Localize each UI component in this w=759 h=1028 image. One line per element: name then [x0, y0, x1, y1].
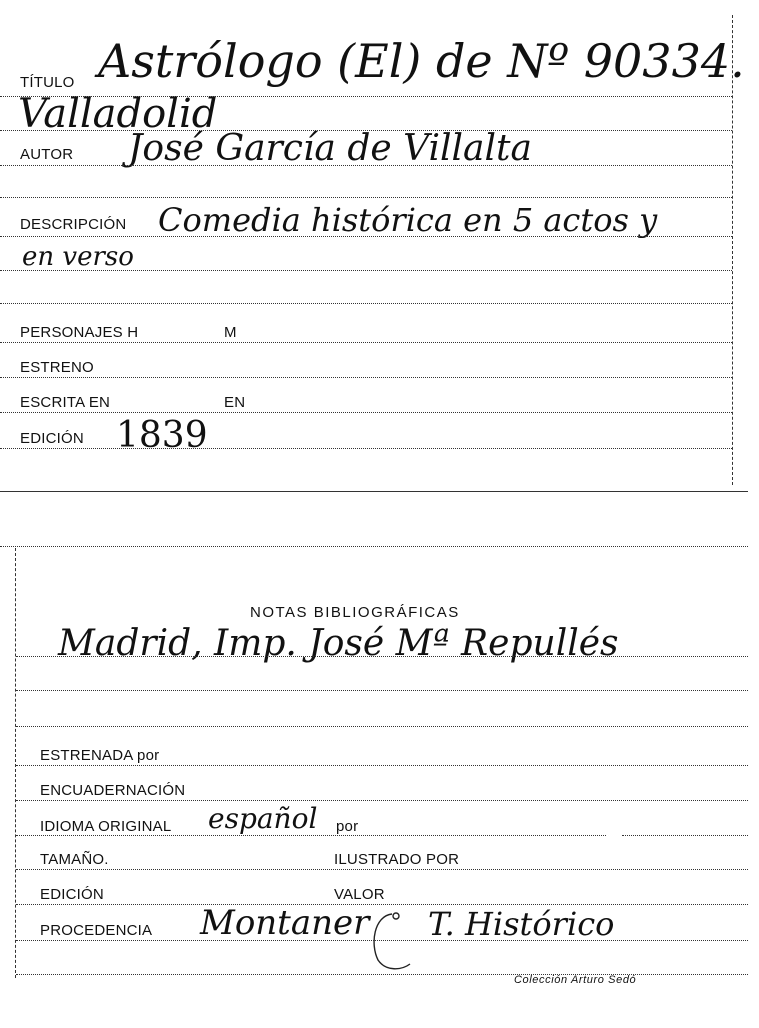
descripcion-label: DESCRIPCIÓN — [20, 216, 127, 233]
escrita-line — [0, 412, 732, 413]
descripcion-line — [0, 236, 732, 237]
edicion-label: EDICIÓN — [20, 430, 84, 447]
tamano-label: TAMAÑO. — [40, 851, 109, 868]
idioma-line — [16, 835, 606, 836]
encuadernacion-line — [16, 800, 748, 801]
procedencia-mark-icon — [362, 904, 422, 974]
blank-line-1 — [0, 197, 732, 198]
estreno-label: ESTRENO — [20, 359, 94, 376]
idioma-por-label: por — [336, 818, 359, 835]
encuadernacion-label: ENCUADERNACIÓN — [40, 782, 186, 799]
tamano-line — [16, 869, 748, 870]
bottom-line — [16, 974, 748, 975]
escrita-en-label: EN — [224, 394, 246, 411]
autor-line — [0, 165, 732, 166]
notas-line-2 — [16, 690, 748, 691]
idioma-label: IDIOMA ORIGINAL — [40, 818, 172, 835]
titulo-continuation: Valladolid — [18, 91, 218, 137]
procedencia-line — [16, 940, 748, 941]
coleccion-label: Colección Arturo Sedó — [514, 974, 637, 986]
personajes-label: PERSONAJES H — [20, 324, 139, 341]
edicion-value: 1839 — [116, 415, 208, 456]
notas-title: NOTAS BIBLIOGRÁFICAS — [250, 604, 460, 621]
notas-line-1 — [16, 656, 748, 657]
autor-label: AUTOR — [20, 146, 74, 163]
descripcion-value: Comedia histórica en 5 actos y — [158, 201, 658, 239]
personajes-line — [0, 342, 732, 343]
card-bottom-top-border — [0, 546, 748, 547]
procedencia-value-2: T. Histórico — [428, 905, 615, 943]
titulo-value: Astrólogo (El) de Nº 90334. — [98, 34, 745, 88]
blank-line-2 — [0, 303, 732, 304]
titulo-label: TÍTULO — [20, 74, 75, 91]
descripcion-continuation: en verso — [22, 242, 134, 272]
ilustrado-label: ILUSTRADO POR — [334, 851, 460, 868]
estrenada-line — [16, 765, 748, 766]
edicion2-label: EDICIÓN — [40, 886, 104, 903]
card-bottom-left-border — [15, 548, 16, 978]
descripcion-line-2 — [0, 270, 732, 271]
escrita-label: ESCRITA EN — [20, 394, 111, 411]
idioma-value: español — [208, 802, 318, 835]
notas-value: Madrid, Imp. José Mª Repullés — [58, 623, 619, 664]
procedencia-value: Montaner — [200, 903, 370, 943]
edicion-line — [0, 448, 732, 449]
idioma-line-b — [622, 835, 748, 836]
card-separator — [0, 491, 748, 492]
estrenada-label: ESTRENADA por — [40, 747, 160, 764]
personajes-m-label: M — [224, 324, 237, 341]
estreno-line — [0, 377, 732, 378]
autor-value: José García de Villalta — [128, 128, 532, 169]
valor-label: VALOR — [334, 886, 385, 903]
notas-line-3 — [16, 726, 748, 727]
procedencia-label: PROCEDENCIA — [40, 922, 153, 939]
